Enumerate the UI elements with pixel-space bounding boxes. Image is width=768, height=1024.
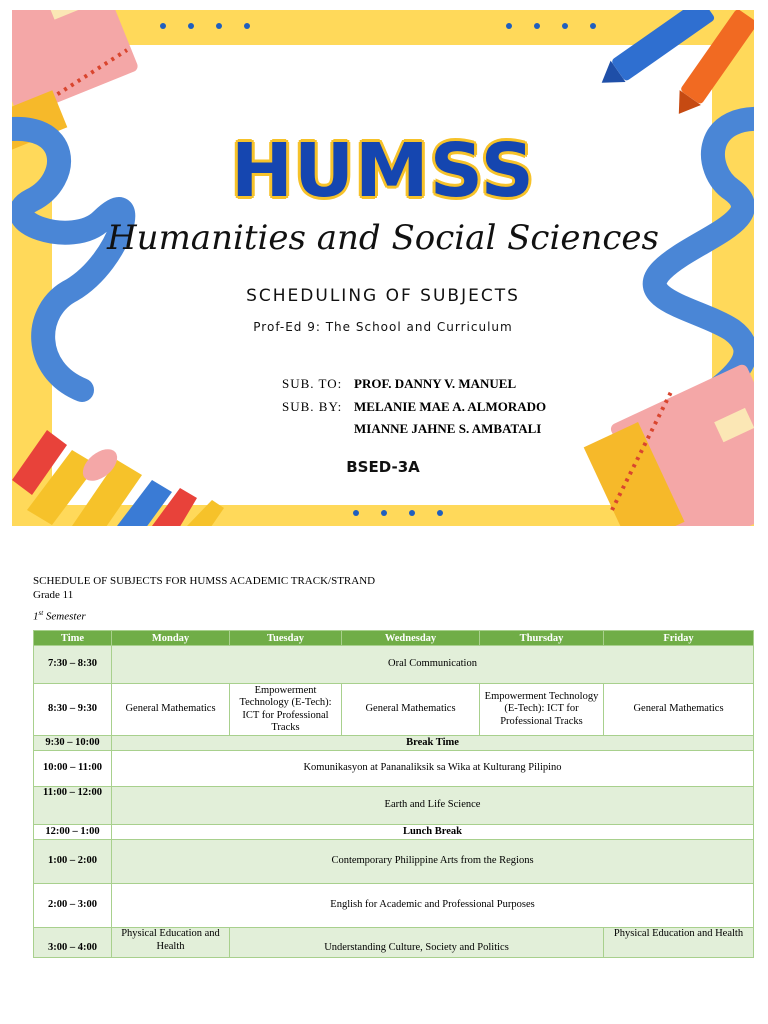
subject-cell: English for Academic and Professional Purposes bbox=[112, 884, 754, 928]
subject-cell-tuesday: Empowerment Technology (E-Tech): ICT for Professional Tracks bbox=[230, 684, 342, 736]
cover-decorations bbox=[12, 10, 754, 526]
table-row bbox=[34, 840, 754, 884]
table-row bbox=[34, 684, 754, 736]
header-tuesday: Tuesday bbox=[230, 631, 342, 646]
dot-decoration bbox=[590, 23, 596, 29]
header-time: Time bbox=[34, 631, 112, 646]
cover-heading: SCHEDULING OF SUBJECTS bbox=[246, 286, 520, 306]
time-cell: 12:00 – 1:00 bbox=[34, 825, 112, 840]
dot-decoration bbox=[353, 510, 359, 516]
subject-cell: Contemporary Philippine Arts from the Regions bbox=[112, 840, 754, 884]
semester-label bbox=[33, 609, 86, 623]
time-cell: 9:30 – 10:00 bbox=[34, 736, 112, 751]
break-cell: Lunch Break bbox=[112, 825, 754, 840]
section-code: BSED-3A bbox=[346, 458, 420, 476]
submitted-by-name-2: MIANNE JAHNE S. AMBATALI bbox=[354, 421, 542, 436]
cover-course: Prof-Ed 9: The School and Curriculum bbox=[253, 320, 513, 334]
dot-decoration bbox=[409, 510, 415, 516]
table-row bbox=[34, 825, 754, 840]
subject-cell: Komunikasyon at Pananaliksik sa Wika at Kulturang Pilipino bbox=[112, 751, 754, 787]
table-header-row bbox=[34, 631, 754, 646]
dot-decoration bbox=[534, 23, 540, 29]
submitted-by-name-1: MELANIE MAE A. ALMORADO bbox=[354, 399, 547, 414]
table-row bbox=[34, 928, 754, 958]
time-cell: 2:00 – 3:00 bbox=[34, 884, 112, 928]
dot-decoration bbox=[216, 23, 222, 29]
cover-subtitle: Humanities and Social Sciences bbox=[107, 218, 659, 258]
cover-title: HUMSS bbox=[231, 128, 535, 214]
dot-decoration bbox=[562, 23, 568, 29]
subject-cell: Earth and Life Science bbox=[112, 787, 754, 825]
time-cell: 11:00 – 12:00 bbox=[34, 787, 112, 825]
grade-level: Grade 11 bbox=[33, 589, 74, 601]
dot-decoration bbox=[188, 23, 194, 29]
header-wednesday: Wednesday bbox=[342, 631, 480, 646]
time-cell: 1:00 – 2:00 bbox=[34, 840, 112, 884]
subject-cell: Oral Communication bbox=[112, 646, 754, 684]
dot-decoration bbox=[160, 23, 166, 29]
table-row bbox=[34, 736, 754, 751]
time-cell: 10:00 – 11:00 bbox=[34, 751, 112, 787]
notebook-bottom-icon bbox=[584, 363, 754, 526]
semester-number: 1 bbox=[33, 610, 39, 623]
subject-cell-monday: General Mathematics bbox=[112, 684, 230, 736]
table-row bbox=[34, 646, 754, 684]
time-cell: 8:30 – 9:30 bbox=[34, 684, 112, 736]
dot-decoration bbox=[506, 23, 512, 29]
header-friday: Friday bbox=[604, 631, 754, 646]
header-monday: Monday bbox=[112, 631, 230, 646]
time-cell: 7:30 – 8:30 bbox=[34, 646, 112, 684]
subject-cell-wednesday: General Mathematics bbox=[342, 684, 480, 736]
schedule-heading: SCHEDULE OF SUBJECTS FOR HUMSS ACADEMIC TRACK/STRAND bbox=[33, 575, 376, 587]
time-cell: 3:00 – 4:00 bbox=[34, 928, 112, 958]
subject-cell-midweek: Understanding Culture, Society and Politics bbox=[230, 928, 604, 958]
submitted-to-name: PROF. DANNY V. MANUEL bbox=[354, 376, 517, 391]
subject-cell-thursday: Empowerment Technology (E-Tech): ICT for Professional Tracks bbox=[480, 684, 604, 736]
dot-decoration bbox=[244, 23, 250, 29]
submitted-to-label: SUB. TO: bbox=[282, 376, 343, 391]
header-thursday: Thursday bbox=[480, 631, 604, 646]
subject-cell-friday: General Mathematics bbox=[604, 684, 754, 736]
table-row bbox=[34, 787, 754, 825]
subject-cell-monday: Physical Education and Health bbox=[112, 928, 230, 958]
table-row bbox=[34, 884, 754, 928]
dot-decoration bbox=[437, 510, 443, 516]
schedule-table bbox=[33, 630, 754, 958]
pencils-icon bbox=[12, 430, 224, 526]
table-row bbox=[34, 751, 754, 787]
semester-suffix: st bbox=[38, 609, 44, 617]
dot-decoration bbox=[381, 510, 387, 516]
break-cell: Break Time bbox=[112, 736, 754, 751]
subject-cell-friday: Physical Education and Health bbox=[604, 928, 754, 958]
semester-text: Semester bbox=[43, 610, 86, 623]
cover-banner bbox=[12, 10, 754, 526]
submitted-by-label: SUB. BY: bbox=[282, 399, 343, 414]
